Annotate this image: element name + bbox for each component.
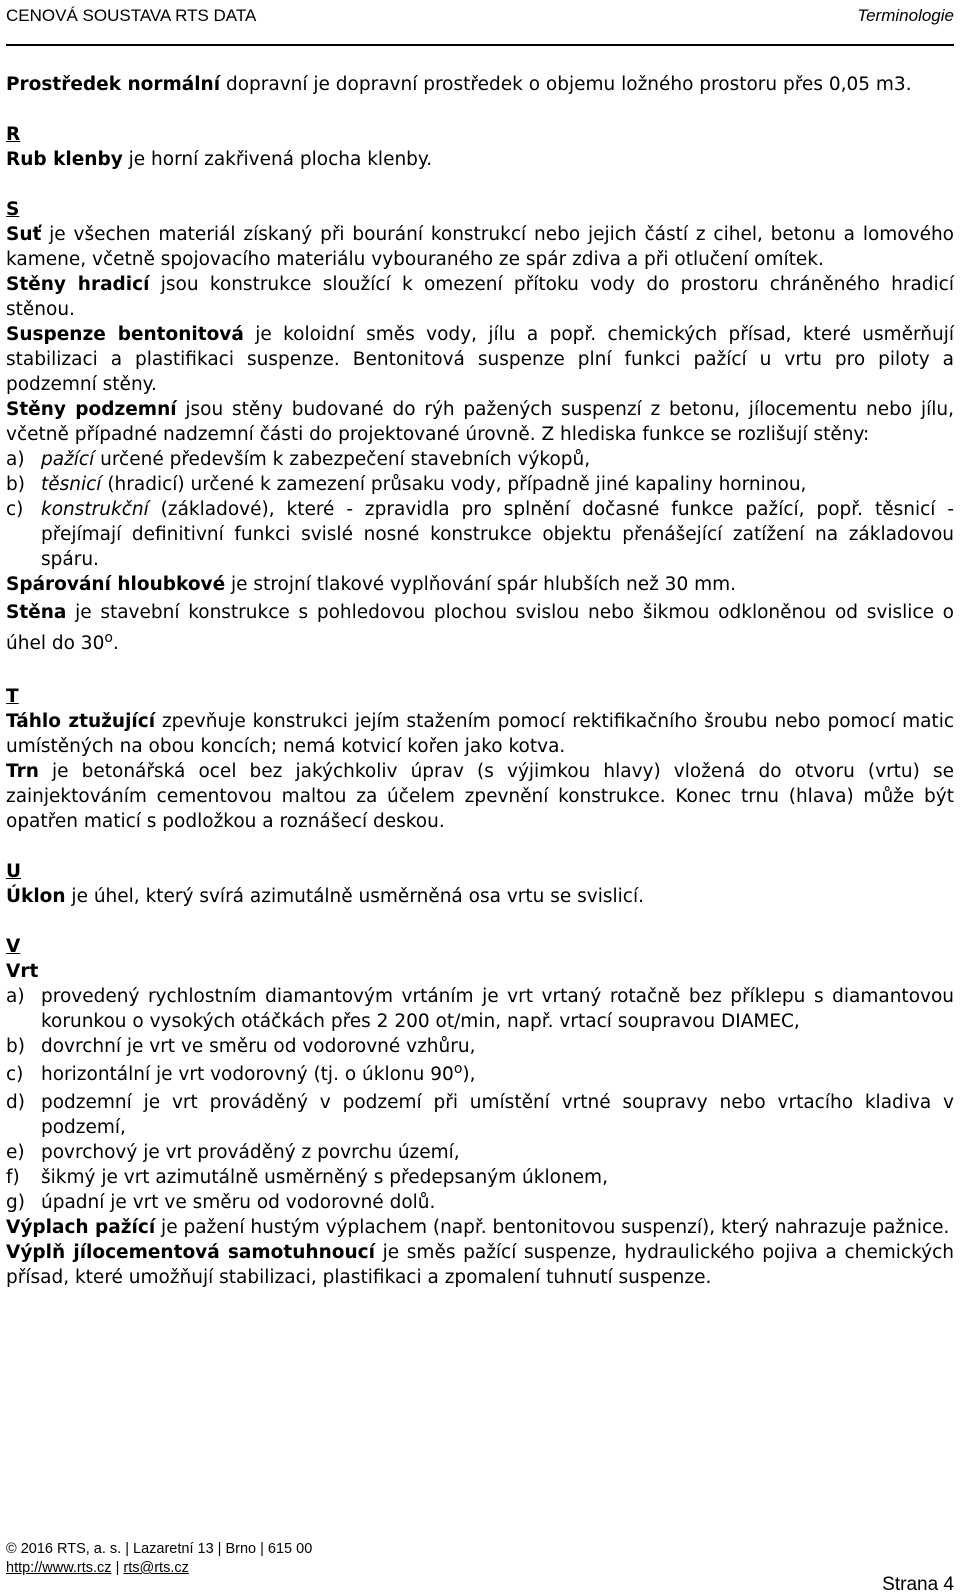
list-item-kind: pažící	[41, 449, 95, 470]
list-marker: f)	[6, 1167, 20, 1188]
entry-term: Rub klenby	[6, 149, 123, 170]
letter-heading-u: U	[6, 861, 22, 882]
entry-rub-klenby	[6, 147, 954, 172]
list-item-kind: těsnicí	[41, 474, 102, 495]
list-item	[6, 1034, 954, 1059]
entry-suspenze-bentonitova	[6, 322, 954, 397]
list-item	[6, 1165, 954, 1190]
degree-mark: o	[104, 630, 113, 646]
list-item-text: určené především k zabezpečení stavebních výkopů,	[94, 449, 591, 470]
list-item-text: dovrchní je vrt ve směru od vodorovné vzhůru,	[41, 1036, 476, 1057]
page-footer	[6, 1540, 954, 1596]
entry-text: dopravní je dopravní prostředek o objemu ložného prostoru přes 0,05 m3.	[220, 74, 912, 95]
list-marker: b)	[6, 474, 25, 495]
entry-term: Stěna	[6, 602, 67, 623]
entry-trn	[6, 759, 954, 834]
list-item	[6, 984, 954, 1034]
footer-address: © 2016 RTS, a. s. | Lazaretní 13 | Brno | 615 00	[6, 1541, 313, 1557]
list-item-text-end: ),	[462, 1064, 476, 1085]
list-item	[6, 1190, 954, 1215]
entry-term: Stěny hradicí	[6, 274, 150, 295]
letter-heading-v: V	[6, 936, 21, 957]
entry-prostredek-normalni	[6, 72, 954, 97]
list-item	[6, 447, 954, 472]
entry-text: je horní zakřivená plocha klenby.	[122, 149, 433, 170]
list-item	[6, 472, 954, 497]
entry-steny-hradici	[6, 272, 954, 322]
entry-steny-podzemni	[6, 397, 954, 447]
list-item-text: podzemní je vrt prováděný v podzemí při umístění vrtné soupravy nebo vrtacího kladiva v podzemí,	[41, 1092, 954, 1138]
list-marker: c)	[6, 499, 24, 520]
entry-term: Výplň jílocementová samotuhnoucí	[6, 1242, 375, 1263]
document-body	[6, 72, 954, 1290]
entry-text: jsou konstrukce sloužící k omezení přítoku vody do prostoru chráněného hradicí stěnou.	[6, 274, 954, 320]
entry-text: zpevňuje konstrukci jejím stažením pomocí rektifikačního šroubu nebo pomocí matic umístěných na obou koncích; nemá kotvicí kořen jako kotva.	[6, 711, 955, 757]
entry-vrt	[6, 959, 954, 984]
header-title: CENOVÁ SOUSTAVA RTS DATA	[6, 6, 257, 25]
entry-text-end: .	[112, 633, 119, 654]
entry-text: je betonářská ocel bez jakýchkoliv úprav (s výjimkou hlavy) vložená do otvoru (vrtu) se zainjektováním cementovou maltou za účelem zpevnění konstrukce. Konec trnu (hlava) může být opatřen maticí s podložkou a roznášecí deskou.	[6, 761, 954, 832]
list-marker: g)	[6, 1192, 25, 1213]
entry-term: Stěny podzemní	[6, 399, 177, 420]
entry-term: Úklon	[6, 886, 66, 907]
list-item-text: (hradicí) určené k zamezení průsaku vody, případně jiné kapaliny horninou,	[101, 474, 807, 495]
entry-text: je strojní tlakové vyplňování spár hlubších než 30 mm.	[225, 574, 737, 595]
entry-text: je všechen materiál získaný při bourání konstrukcí nebo jejich částí z cihel, betonu a lomového kamene, včetně spojovacího materiálu vybouraného ze spár zdiva a při otlučení omítek.	[6, 224, 954, 270]
entry-term: Suspenze bentonitová	[6, 324, 244, 345]
list-marker: c)	[6, 1064, 24, 1085]
entry-term: Spárování hloubkové	[6, 574, 226, 595]
letter-heading-r: R	[6, 124, 21, 145]
entry-text: je stavební konstrukce s pohledovou plochou svislou nebo šikmou odkloněnou od svislice o úhel do 30	[6, 602, 954, 654]
entry-term: Vrt	[6, 961, 39, 982]
letter-heading-t: T	[6, 686, 19, 707]
list-marker: d)	[6, 1092, 25, 1113]
list-marker: e)	[6, 1142, 25, 1163]
entry-sparovani-hloubkove	[6, 572, 954, 597]
footer-links	[6, 1559, 954, 1578]
list-marker: a)	[6, 986, 25, 1007]
letter-heading-s: S	[6, 199, 20, 220]
entry-term: Suť	[6, 224, 42, 245]
entry-uklon	[6, 884, 954, 909]
list-item-text: horizontální je vrt vodorovný (tj. o úklonu 90	[41, 1064, 454, 1085]
entry-term: Táhlo ztužující	[6, 711, 156, 732]
entry-text: je koloidní směs vody, jílu a popř. chemických přísad, které usměrňují stabilizaci a plastifikaci suspenze. Bentonitová suspenze plní funkci pažící u vrtu pro piloty a podzemní stěny.	[6, 324, 955, 395]
entry-tahlo-ztuzujici	[6, 709, 954, 759]
degree-mark: o	[453, 1061, 463, 1077]
entry-sut	[6, 222, 954, 272]
entry-text: je pažení hustým výplachem (např. bentonitovou suspenzí), který nahrazuje pažnice.	[155, 1217, 950, 1238]
footer-website-link[interactable]: http://www.rts.cz	[6, 1560, 112, 1576]
page-header	[6, 6, 954, 46]
entry-vyplach-pazici	[6, 1215, 954, 1240]
list-item-text: (základové), které - zpravidla pro splnění dočasné funkce pažící, popř. těsnicí - přejímají definitivní funkci svislé nosné konstrukce objektu přenášející zatížení na základovou spáru.	[41, 499, 954, 570]
list-item-text: úpadní je vrt ve směru od vodorovné dolů.	[41, 1192, 436, 1213]
entry-vypln-jilocementova	[6, 1240, 954, 1290]
list-item	[6, 1090, 954, 1140]
list-item	[6, 1140, 954, 1165]
list-marker: b)	[6, 1036, 25, 1057]
list-item	[6, 497, 954, 572]
list-item-text: povrchový je vrt prováděný z povrchu území,	[41, 1142, 460, 1163]
entry-text: je směs pažící suspenze, hydraulického pojiva a chemických přísad, které umožňují stabilizaci, plastifikaci a zpomalení tuhnutí suspenze.	[6, 1242, 954, 1288]
header-section: Terminologie	[857, 6, 954, 25]
entry-term: Prostředek normální	[6, 74, 221, 95]
entry-term: Výplach pažící	[6, 1217, 156, 1238]
header-rule	[6, 44, 954, 46]
list-marker: a)	[6, 449, 25, 470]
footer-email-link[interactable]: rts@rts.cz	[123, 1560, 189, 1576]
footer-separator: |	[111, 1560, 124, 1576]
list-item	[6, 1059, 954, 1090]
list-item-text: provedený rychlostním diamantovým vrtáním je vrt vrtaný rotačně bez příklepu s diamantovou korunkou o vysokých otáčkách přes 2 200 ot/min, např. vrtací soupravou DIAMEC,	[41, 986, 954, 1032]
entry-term: Trn	[6, 761, 39, 782]
page-number: Strana 4	[882, 1574, 954, 1595]
list-item-kind: konstrukční	[41, 499, 149, 520]
list-item-text: šikmý je vrt azimutálně usměrněný s předepsaným úklonem,	[41, 1167, 608, 1188]
entry-stena	[6, 597, 954, 659]
entry-text: jsou stěny budované do rýh pažených suspenzí z betonu, jílocementu nebo jílu, včetně případné nadzemní části do projektované úrovně. Z hlediska funkce se rozlišují stěny:	[6, 399, 954, 445]
entry-text: je úhel, který svírá azimutálně usměrněná osa vrtu se svislicí.	[65, 886, 644, 907]
